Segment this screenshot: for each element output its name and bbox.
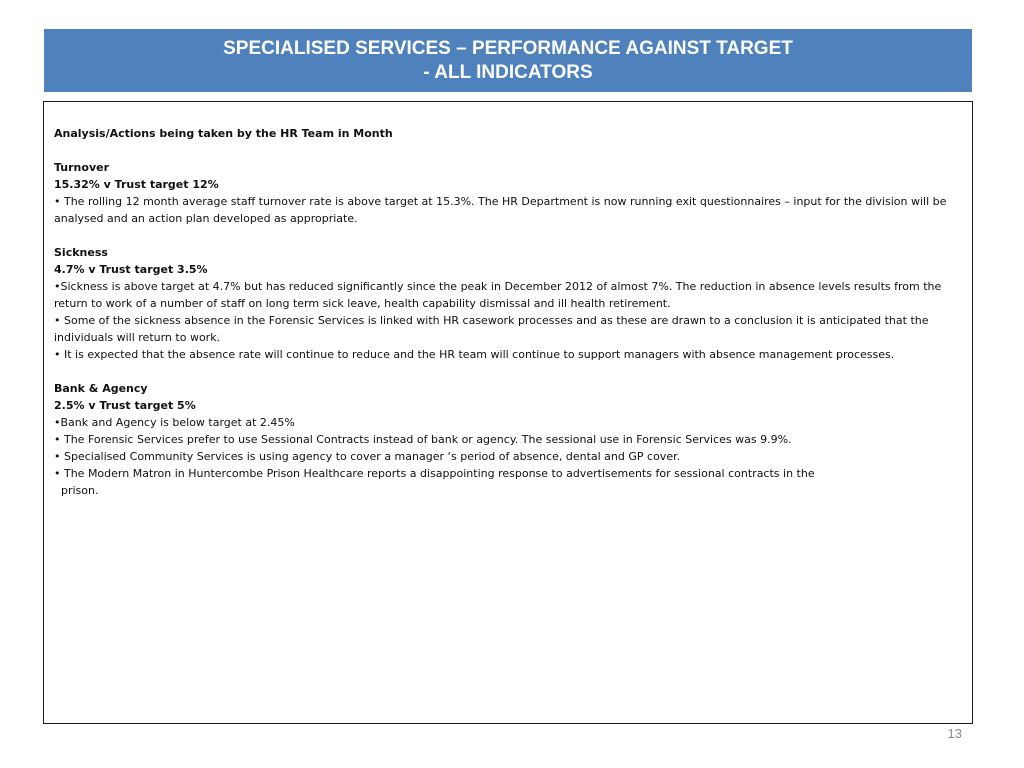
spacer xyxy=(54,142,962,159)
bank-agency-bullet: • The Modern Matron in Huntercombe Prison Healthcare reports a disappointing response to advertisements for sessional contracts in the xyxy=(54,467,815,480)
slide-title-bar xyxy=(44,29,972,92)
slide-title-line-1: SPECIALISED SERVICES – PERFORMANCE AGAINST TARGET xyxy=(223,38,793,59)
turnover-metric: 15.32% v Trust target 12% xyxy=(54,178,219,191)
bank-agency-bullet-continuation: prison. xyxy=(61,484,99,497)
spacer xyxy=(54,363,962,380)
page-number: 13 xyxy=(947,726,962,741)
sickness-bullet: •Sickness is above target at 4.7% but has reduced significantly since the peak in December 2012 of almost 7%. The reduction in absence levels results from the return to work of a number of staff on long term sick leave, health capability dismissal and ill health retirement. xyxy=(54,280,942,310)
bank-agency-bullet: • Specialised Community Services is using agency to cover a manager ‘s period of absence, dental and GP cover. xyxy=(54,450,681,463)
bank-agency-label: Bank & Agency xyxy=(54,382,148,395)
analysis-heading: Analysis/Actions being taken by the HR Team in Month xyxy=(54,127,393,140)
analysis-content-box xyxy=(43,101,973,724)
sickness-metric: 4.7% v Trust target 3.5% xyxy=(54,263,208,276)
bank-agency-bullet: •Bank and Agency is below target at 2.45% xyxy=(54,416,295,429)
slide-title-line-2: - ALL INDICATORS xyxy=(423,62,593,83)
bank-agency-metric: 2.5% v Trust target 5% xyxy=(54,399,196,412)
turnover-label: Turnover xyxy=(54,161,109,174)
sickness-bullet: • Some of the sickness absence in the Forensic Services is linked with HR casework processes and as these are drawn to a conclusion it is anticipated that the individuals will return to work. xyxy=(54,314,929,344)
spacer xyxy=(54,227,962,244)
bank-agency-bullet: • The Forensic Services prefer to use Sessional Contracts instead of bank or agency. The sessional use in Forensic Services was 9.9%. xyxy=(54,433,792,446)
sickness-bullet: • It is expected that the absence rate will continue to reduce and the HR team will continue to support managers with absence management processes. xyxy=(54,348,895,361)
turnover-bullet: • The rolling 12 month average staff turnover rate is above target at 15.3%. The HR Department is now running exit questionnaires – input for the division will be analysed and an action plan developed as appropriate. xyxy=(54,195,947,225)
sickness-label: Sickness xyxy=(54,246,108,259)
